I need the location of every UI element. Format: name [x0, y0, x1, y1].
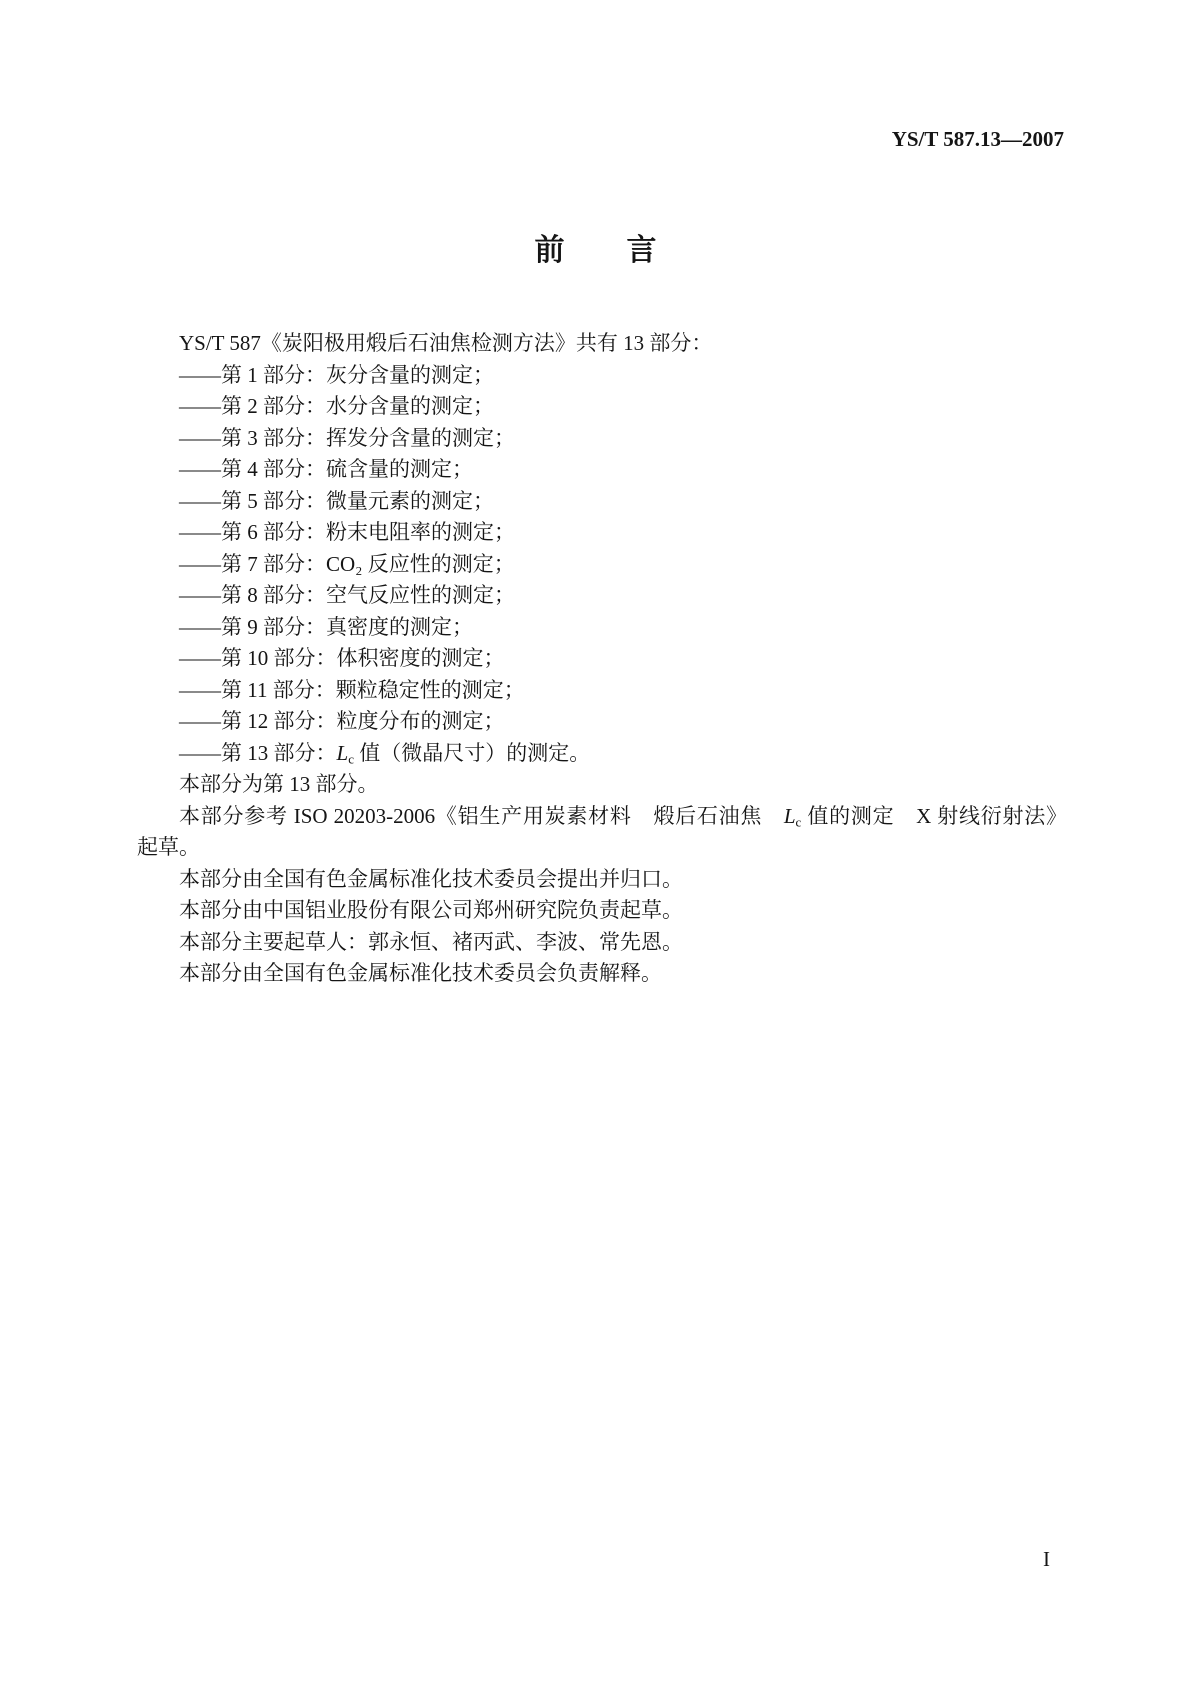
part-item-8: [137, 580, 1067, 612]
lc-symbol: L: [336, 740, 349, 765]
part-title: 空气反应性的测定；: [326, 583, 515, 607]
part-number: ——第 9 部分：: [179, 614, 326, 639]
part-item-11: [137, 675, 1067, 707]
part-title: 硫含量的测定；: [326, 457, 473, 481]
part-item-3: [137, 423, 1067, 455]
intro-paragraph: YS/T 587《炭阳极用煅后石油焦检测方法》共有 13 部分：: [179, 331, 713, 355]
reference-text-end: 值的测定 X 射线衍射法》: [801, 803, 1067, 828]
title-char-first: 前: [534, 233, 565, 268]
part-item-12: [137, 706, 1067, 738]
lc-subscript: c: [795, 813, 802, 829]
part-number: ——第 8 部分：: [179, 583, 326, 607]
reference-text-start: 本部分参考 ISO 20203-2006《铝生产用炭素材料 煅后石油焦: [179, 803, 784, 828]
reference-paragraph: [137, 801, 1067, 833]
part-title: 值（微晶尺寸）的测定。: [353, 740, 591, 765]
part-item-5: [137, 486, 1067, 518]
part-title: 灰分含量的测定；: [326, 362, 494, 387]
part-title: 微量元素的测定；: [326, 488, 494, 513]
part-title: 颗粒稳定性的测定；: [335, 677, 525, 702]
part-number: ——第 3 部分：: [179, 425, 326, 450]
part-number: ——第 11 部分：: [179, 677, 336, 702]
part-item-7: [137, 549, 1067, 581]
foreword-body: [137, 328, 1067, 990]
part-number: ——第 4 部分：: [179, 457, 326, 481]
part-title: 粒度分布的测定；: [336, 709, 505, 733]
part-title: 粉末电阻率的测定；: [326, 520, 515, 544]
title-char-second: 言: [626, 233, 657, 268]
part-item-2: [137, 391, 1067, 423]
page-title: [0, 233, 1191, 269]
part-title: 水分含量的测定；: [326, 394, 494, 418]
part-number: ——第 2 部分：: [179, 394, 326, 418]
reference-continuation: 起草。: [137, 835, 200, 859]
part-item-4: [137, 454, 1067, 486]
lc-symbol: L: [783, 803, 796, 828]
part-title: 真密度的测定；: [326, 614, 473, 639]
interpretation-statement: 本部分由全国有色金属标准化技术委员会负责解释。: [179, 961, 662, 985]
part-number: ——第 1 部分：: [179, 362, 326, 387]
part-item-1: [137, 360, 1067, 392]
proposer-statement: 本部分由全国有色金属标准化技术委员会提出并归口。: [179, 866, 683, 891]
standard-code: YS/T 587.13—2007: [891, 127, 1064, 151]
part-number: ——第 7 部分：: [179, 551, 326, 576]
part-title: CO₂ 反应性的测定；: [326, 551, 515, 576]
drafting-unit-statement: 本部分由中国铝业股份有限公司郑州研究院负责起草。: [179, 898, 683, 922]
part-item-6: [137, 517, 1067, 549]
part-number: ——第 10 部分：: [179, 646, 337, 670]
part-item-9: [137, 612, 1067, 644]
part-title: 体积密度的测定；: [336, 646, 505, 670]
this-part-paragraph: 本部分为第 13 部分。: [179, 772, 379, 796]
drafters-statement: 本部分主要起草人：郭永恒、褚丙武、李波、常先恩。: [179, 929, 683, 954]
lc-subscript: c: [348, 750, 354, 766]
part-number: ——第 12 部分：: [179, 709, 337, 733]
part-item-13: [137, 738, 1067, 770]
part-item-10: [137, 643, 1067, 675]
part-number: ——第 6 部分：: [179, 520, 326, 544]
part-number: ——第 13 部分：: [179, 740, 337, 765]
part-number: ——第 5 部分：: [179, 488, 326, 513]
part-title: 挥发分含量的测定；: [326, 425, 515, 450]
page-number: I: [1043, 1547, 1050, 1571]
